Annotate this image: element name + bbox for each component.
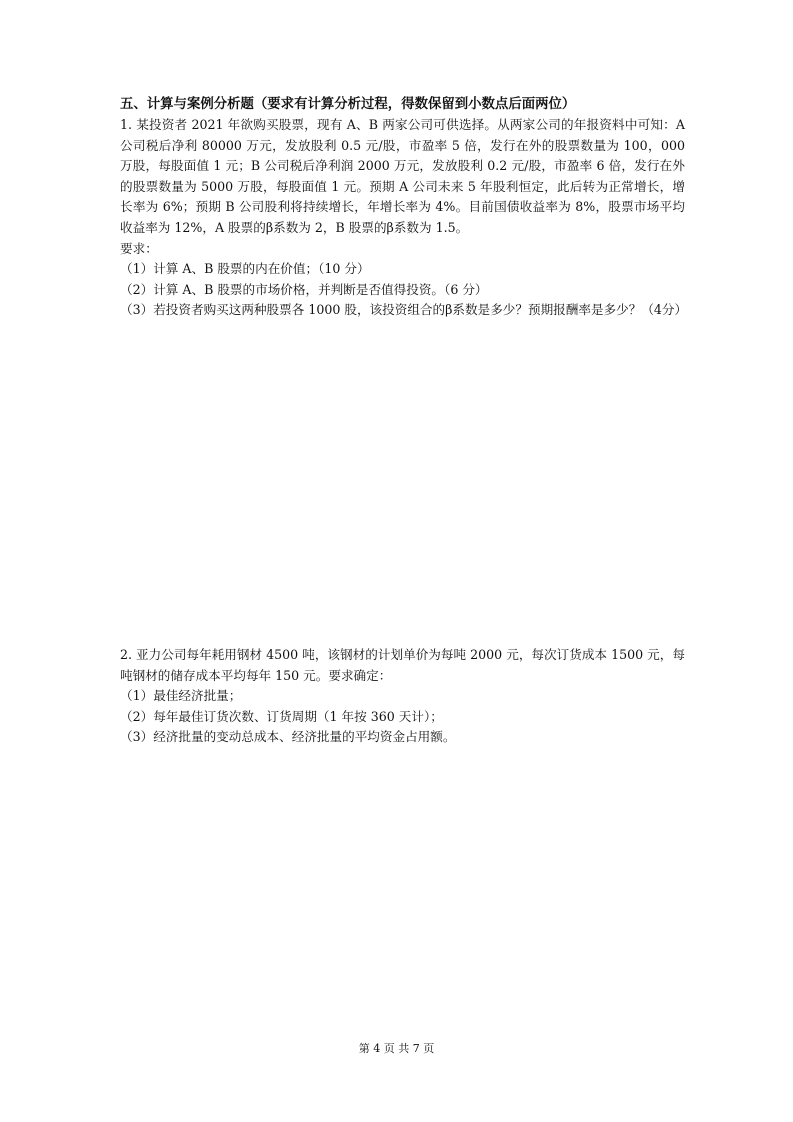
section-title: 五、计算与案例分析题（要求有计算分析过程，得数保留到小数点后面两位） (120, 97, 576, 112)
question-2-item-3: （3）经济批量的变动总成本、经济批量的平均资金占用额。 (120, 729, 456, 745)
question-section-1 (120, 95, 688, 321)
question-2-text: 2. 亚力公司每年耗用钢材 4500 吨，该钢材的计划单价为每吨 2000 元，每次订货成本 1500 元，每吨钢材的储存成本平均每年 150 元。要求确定： (120, 647, 685, 683)
question-1-item-3: （3）若投资者购买这两种股票各 1000 股，该投资组合的β系数是多少？预期报酬率是多少？（4分） (120, 302, 688, 318)
question-1-item-2: （2）计算 A、B 股票的市场价格，并判断是否值得投资。（6 分） (120, 281, 488, 297)
question-2-item-2: （2）每年最佳订货次数、订货周期（1 年按 360 天计）； (120, 708, 443, 724)
question-2 (120, 645, 685, 748)
question-1-text: 1. 某投资者 2021 年欲购买股票，现有 A、B 两家公司可供选择。从两家公司的年报资料中可知：A 公司税后净利 80000 万元，发放股利 0.5 元/股，市盈率 5 倍，发行在外的股票数量为 100，000 万股，每股面值 1 元；B 公司税后净利润 2000 万元，发放股利 0.2 元/股，市盈率 6 倍，发行在外的股票数量为 5000 万股，每股面值 1 元。预期 A 公司未来 5 年股利恒定，此后转为正常增长，增长率为 6%；预期 B 公司股利将持续增长，年增长率为 4%。目前国债收益率为 8%，股票市场平均收益率为 12%，A 股票的β系数为 2，B 股票的β系数为 1.5。 (120, 117, 685, 235)
question-2-item-1: （1）最佳经济批量； (120, 688, 242, 704)
page-footer: 第 4 页 共 7 页 (358, 1042, 435, 1055)
question-1-require-label: 要求： (120, 240, 158, 256)
question-1-item-1: （1）计算 A、B 股票的内在价值；（10 分） (120, 261, 370, 277)
question-1 (120, 115, 688, 321)
